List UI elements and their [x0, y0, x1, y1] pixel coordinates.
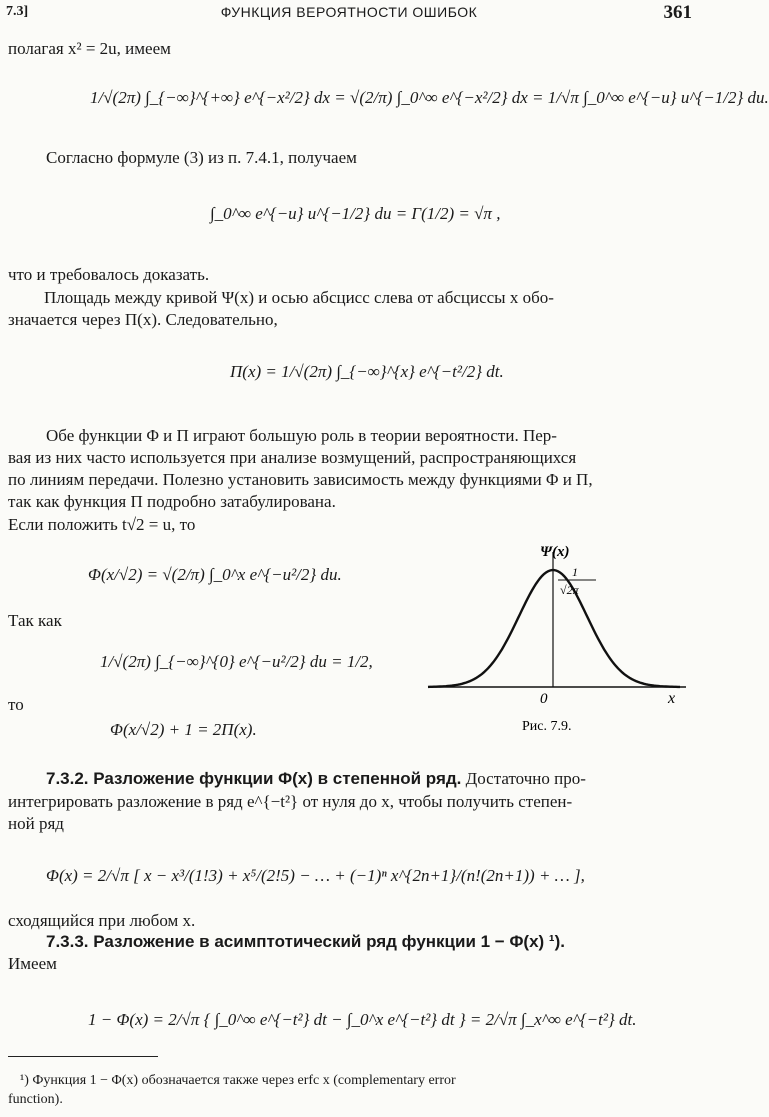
footnote-line: function).: [8, 1092, 63, 1107]
footnote-line: ¹) Функция 1 − Φ(x) обозначается также через erfc x (complementary error: [20, 1073, 456, 1088]
figure-caption: Рис. 7.9.: [522, 719, 572, 734]
formula-phi-substitution: Φ(x/√2) = √(2/π) ∫_0^x e^{−u²/2} du.: [88, 565, 342, 584]
text-line: то: [8, 695, 24, 714]
formula-power-series: Φ(x) = 2/√π [ x − x³/(1!3) + x⁵/(2!5) − … + (−1)ⁿ x^{2n+1}/(n!(2n+1)) + … ],: [46, 866, 585, 885]
text-line: Согласно формуле (3) из п. 7.4.1, получаем: [46, 148, 357, 167]
section-7-3-2-heading-line: [8, 768, 690, 790]
text-line: что и требовалось доказать.: [8, 265, 210, 284]
origin-label: 0: [540, 691, 548, 707]
section-number: 7.3]: [6, 4, 29, 19]
formula-gamma: ∫_0^∞ e^{−u} u^{−1/2} du = Γ(1/2) = √π ,: [210, 204, 501, 223]
text-line: Если положить t√2 = u, то: [8, 515, 196, 534]
section-title: 7.3.2. Разложение функции Φ(x) в степенной ряд.: [46, 769, 462, 788]
running-title: ФУНКЦИЯ ВЕРОЯТНОСТИ ОШИБОК: [220, 4, 478, 20]
text-line: Площадь между кривой Ψ(x) и осью абсцисс слева от абсциссы x обо-: [44, 288, 554, 307]
peak-value-denominator: √2π: [560, 583, 579, 597]
text-line: Имеем: [8, 954, 57, 973]
footnote-rule: [8, 1056, 158, 1057]
text-line: Так как: [8, 611, 62, 630]
section-heading-continuation: Достаточно про-: [461, 769, 586, 788]
text-line: значается через Π(x). Следовательно,: [8, 310, 278, 329]
formula-asymptotic: 1 − Φ(x) = 2/√π { ∫_0^∞ e^{−t²} dt − ∫_0^x e^{−t²} dt } = 2/√π ∫_x^∞ e^{−t²} dt.: [88, 1010, 637, 1029]
section-7-3-3-heading-line: [8, 931, 690, 953]
formula-gaussian-integral: 1/√(2π) ∫_{−∞}^{+∞} e^{−x²/2} dx = √(2/π) ∫_0^∞ e^{−x²/2} dx = 1/√π ∫_0^∞ e^{−u} u^{−1/2} du.: [90, 88, 769, 107]
x-axis-label: x: [668, 690, 676, 707]
formula-half: 1/√(2π) ∫_{−∞}^{0} e^{−u²/2} du = 1/2,: [100, 652, 373, 671]
text-line: вая из них часто используется при анализе возмущений, распространяющихся: [8, 448, 577, 467]
text-line: ной ряд: [8, 814, 64, 833]
text-line: так как функция Π подробно затабулирована.: [8, 492, 336, 511]
peak-value-numerator: 1: [572, 565, 578, 579]
section-title: 7.3.3. Разложение в асимптотический ряд функции 1 − Φ(x) ¹).: [46, 932, 565, 951]
page-header: [6, 4, 692, 26]
text-line: интегрировать разложение в ряд e^{−t²} от нуля до x, чтобы получить степен-: [8, 792, 573, 811]
text-line: по линиям передачи. Полезно установить зависимость между функциями Φ и Π,: [8, 470, 593, 489]
page-number: 361: [663, 2, 692, 23]
y-axis-label: Ψ(x): [540, 544, 570, 560]
text-line: Обе функции Φ и Π играют большую роль в теории вероятности. Пер-: [46, 426, 557, 445]
gaussian-curve-line: [428, 570, 680, 687]
formula-pi: Π(x) = 1/√(2π) ∫_{−∞}^{x} e^{−t²/2} dt.: [230, 362, 504, 381]
text-line: полагая x² = 2u, имеем: [8, 39, 171, 58]
figure-gaussian-curve: [418, 532, 690, 742]
text-line: сходящийся при любом x.: [8, 911, 196, 930]
formula-phi-pi-relation: Φ(x/√2) + 1 = 2Π(x).: [110, 720, 257, 739]
